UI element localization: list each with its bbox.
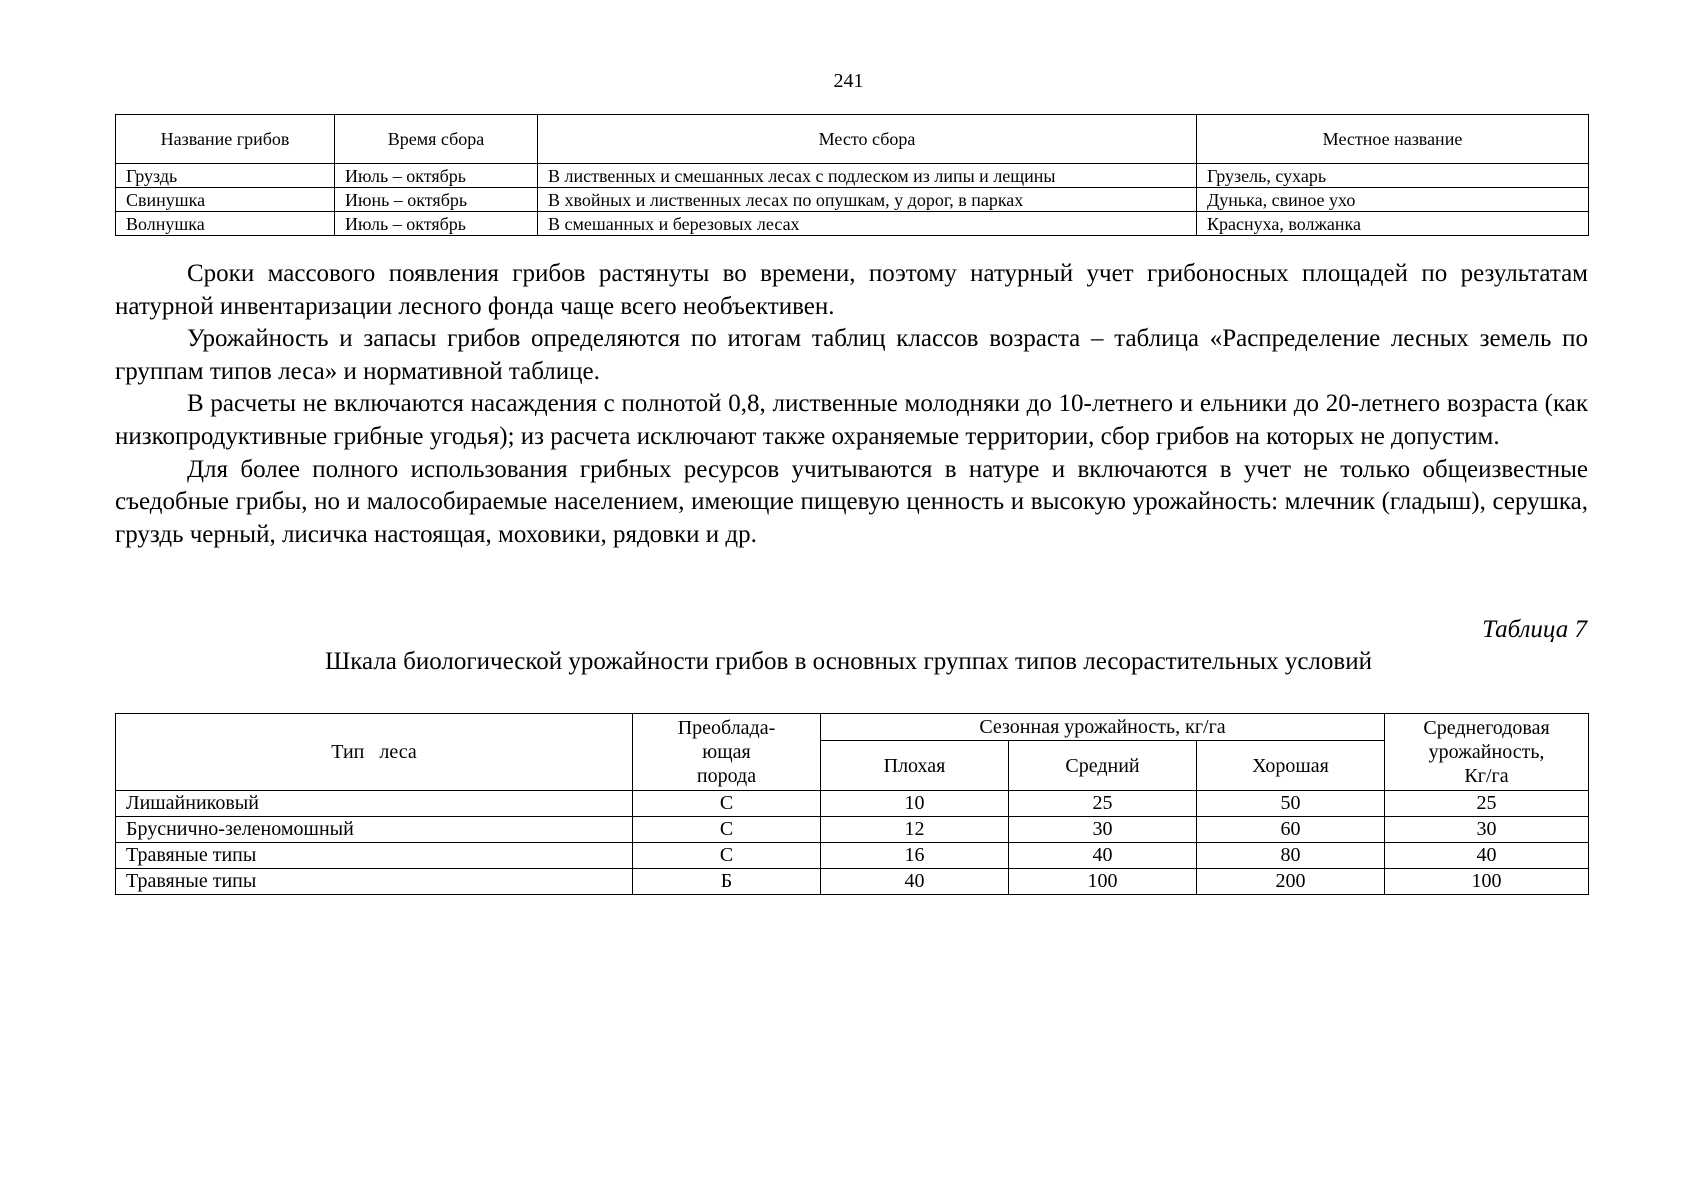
table-label: Таблица 7 — [1482, 616, 1587, 643]
cell-species: С — [633, 791, 821, 817]
table-row — [116, 164, 1589, 188]
cell-forest-type: Лишайниковый — [116, 791, 633, 817]
header-average-yield-line: урожайность, — [1428, 741, 1545, 763]
cell-average: 100 — [1385, 869, 1589, 895]
page-number: 241 — [833, 70, 864, 92]
header-dominant-species — [633, 714, 821, 791]
mushrooms-table — [115, 114, 1589, 236]
cell-medium: 100 — [1009, 869, 1197, 895]
cell-local-name: Дунька, свиное ухо — [1197, 188, 1589, 212]
table-header-row — [116, 714, 1589, 741]
table-caption: Шкала биологической урожайности грибов в основных группах типов лесорастительных условий — [325, 648, 1372, 675]
cell-collection-time: Июль – октябрь — [335, 212, 538, 236]
cell-good: 200 — [1197, 869, 1385, 895]
cell-collection-place: В лиственных и смешанных лесах с подлеском из липы и лещины — [538, 164, 1197, 188]
cell-good: 80 — [1197, 843, 1385, 869]
paragraph: Сроки массового появления грибов растянуты во времени, поэтому натурный учет грибоносных площадей по результатам натурной инвентаризации лесного фонда чаще всего необъективен. — [115, 260, 1588, 320]
cell-collection-time: Июль – октябрь — [335, 164, 538, 188]
cell-mushroom-name: Волнушка — [116, 212, 335, 236]
paragraph: Урожайность и запасы грибов определяются по итогам таблиц классов возраста – таблица «Распределение лесных земель по группам типов леса» и нормативной таблице. — [115, 325, 1588, 385]
cell-mushroom-name: Свинушка — [116, 188, 335, 212]
table-row — [116, 817, 1589, 843]
cell-bad: 10 — [821, 791, 1009, 817]
table-row — [116, 188, 1589, 212]
cell-good: 50 — [1197, 791, 1385, 817]
header-average-yield-line: Кг/га — [1464, 765, 1509, 787]
cell-bad: 16 — [821, 843, 1009, 869]
cell-average: 25 — [1385, 791, 1589, 817]
cell-average: 30 — [1385, 817, 1589, 843]
cell-good: 60 — [1197, 817, 1385, 843]
cell-collection-time: Июнь – октябрь — [335, 188, 538, 212]
cell-forest-type: Травяные типы — [116, 869, 633, 895]
cell-bad: 12 — [821, 817, 1009, 843]
body-text — [115, 258, 1588, 551]
header-average-yield — [1385, 714, 1589, 791]
cell-collection-place: В хвойных и лиственных лесах по опушкам, у дорог, в парках — [538, 188, 1197, 212]
cell-forest-type: Травяные типы — [116, 843, 633, 869]
paragraph: Для более полного использования грибных ресурсов учитываются в натуре и включаются в учет не только общеизвестные съедобные грибы, но и малособираемые населением, имеющие пищевую ценность и высокую урожайность: млечник (гладыш), серушка, груздь черный, лисичка настоящая, моховики, рядовки и др. — [115, 455, 1588, 548]
header-good: Хорошая — [1197, 741, 1385, 791]
header-dominant-species-line: порода — [696, 765, 757, 787]
yield-table — [115, 713, 1589, 895]
header-dominant-species-line: ющая — [702, 741, 751, 763]
header-bad: Плохая — [821, 741, 1009, 791]
header-collection-place: Место сбора — [538, 115, 1197, 164]
header-local-name: Местное название — [1197, 115, 1589, 164]
header-seasonal-yield: Сезонная урожайность, кг/га — [821, 714, 1385, 741]
cell-species: С — [633, 843, 821, 869]
table-header-row — [116, 115, 1589, 164]
table-row — [116, 843, 1589, 869]
cell-bad: 40 — [821, 869, 1009, 895]
cell-medium: 25 — [1009, 791, 1197, 817]
header-forest-type: Тип леса — [116, 714, 633, 791]
header-average-yield-line: Среднегодовая — [1423, 717, 1550, 739]
header-medium: Средний — [1009, 741, 1197, 791]
cell-collection-place: В смешанных и березовых лесах — [538, 212, 1197, 236]
cell-medium: 40 — [1009, 843, 1197, 869]
cell-medium: 30 — [1009, 817, 1197, 843]
cell-average: 40 — [1385, 843, 1589, 869]
header-collection-time: Время сбора — [335, 115, 538, 164]
paragraph: В расчеты не включаются насаждения с полнотой 0,8, лиственные молодняки до 10-летнего и ельники до 20-летнего возраста (как низкопродуктивные грибные угодья); из расчета исключают также охраняемые территории, сбор грибов на которых не допустим. — [115, 390, 1588, 450]
cell-local-name: Краснуха, волжанка — [1197, 212, 1589, 236]
header-mushroom-name: Название грибов — [116, 115, 335, 164]
table-row — [116, 212, 1589, 236]
table-row — [116, 791, 1589, 817]
cell-forest-type: Брусничнo-зеленомошный — [116, 817, 633, 843]
header-dominant-species-line: Преоблада- — [677, 717, 776, 739]
cell-species: Б — [633, 869, 821, 895]
table-row — [116, 869, 1589, 895]
cell-mushroom-name: Груздь — [116, 164, 335, 188]
cell-local-name: Грузель, сухарь — [1197, 164, 1589, 188]
cell-species: С — [633, 817, 821, 843]
